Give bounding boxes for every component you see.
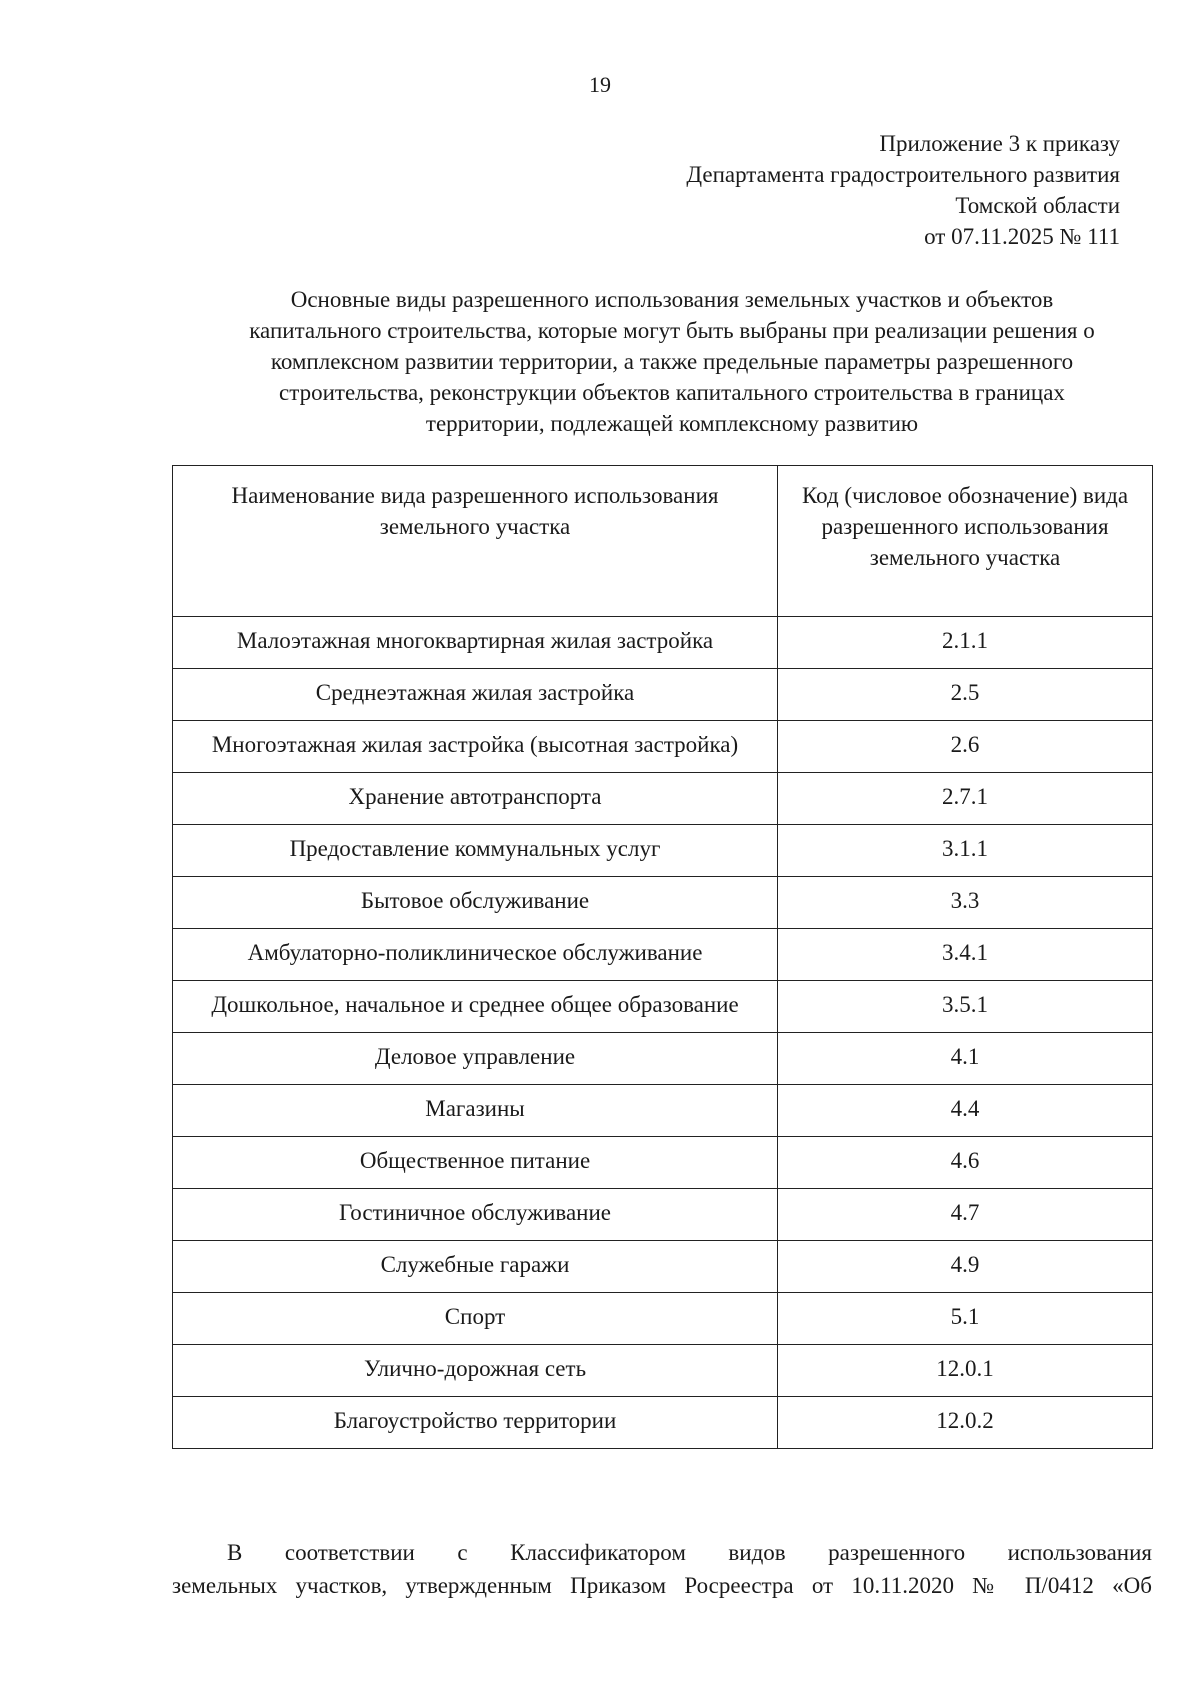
land-use-name-cell: Деловое управление <box>173 1033 778 1085</box>
land-use-table <box>172 465 1153 1449</box>
land-use-code-cell: 5.1 <box>778 1293 1153 1345</box>
land-use-name-cell: Предоставление коммунальных услуг <box>173 825 778 877</box>
land-use-code-cell: 4.1 <box>778 1033 1153 1085</box>
land-use-code-cell: 12.0.1 <box>778 1345 1153 1397</box>
appendix-line: Томской области <box>955 193 1120 218</box>
table-row <box>173 981 1153 1033</box>
land-use-code-cell: 12.0.2 <box>778 1397 1153 1449</box>
appendix-line: от 07.11.2025 № 111 <box>924 224 1120 249</box>
table-body <box>173 617 1153 1449</box>
land-use-name-cell: Хранение автотранспорта <box>173 773 778 825</box>
land-use-code-cell: 2.7.1 <box>778 773 1153 825</box>
land-use-name-cell: Малоэтажная многоквартирная жилая застройка <box>173 617 778 669</box>
table-row <box>173 773 1153 825</box>
land-use-code-cell: 3.5.1 <box>778 981 1153 1033</box>
land-use-name-cell: Спорт <box>173 1293 778 1345</box>
title-line: капитального строительства, которые могут быть выбраны при реализации решения о <box>249 318 1095 343</box>
header-name-column: Наименование вида разрешенного использования земельного участка <box>173 466 778 617</box>
footer-paragraph <box>172 1536 1152 1602</box>
land-use-code-cell: 4.4 <box>778 1085 1153 1137</box>
page-number: 19 <box>589 72 611 97</box>
land-use-name-cell: Гостиничное обслуживание <box>173 1189 778 1241</box>
land-use-name-cell: Среднеэтажная жилая застройка <box>173 669 778 721</box>
table-row <box>173 1137 1153 1189</box>
land-use-name-cell: Магазины <box>173 1085 778 1137</box>
appendix-reference <box>500 128 1120 252</box>
footer-line: В соответствии с Классификатором видов разрешенного использования <box>227 1540 1152 1565</box>
table-row <box>173 825 1153 877</box>
table-row <box>173 1397 1153 1449</box>
table-header-row <box>173 466 1153 617</box>
land-use-code-cell: 2.5 <box>778 669 1153 721</box>
land-use-code-cell: 3.4.1 <box>778 929 1153 981</box>
table-row <box>173 1085 1153 1137</box>
appendix-line: Приложение 3 к приказу <box>879 131 1120 156</box>
title-line: Основные виды разрешенного использования земельных участков и объектов <box>290 287 1054 312</box>
footer-line: земельных участков, утвержденным Приказом Росреестра от 10.11.2020 № П/0412 «Об <box>172 1573 1152 1598</box>
land-use-name-cell: Многоэтажная жилая застройка (высотная застройка) <box>173 721 778 773</box>
table-row <box>173 1293 1153 1345</box>
land-use-name-cell: Служебные гаражи <box>173 1241 778 1293</box>
land-use-code-cell: 4.6 <box>778 1137 1153 1189</box>
land-use-code-cell: 3.1.1 <box>778 825 1153 877</box>
land-use-code-cell: 4.9 <box>778 1241 1153 1293</box>
land-use-name-cell: Благоустройство территории <box>173 1397 778 1449</box>
table-row <box>173 1345 1153 1397</box>
land-use-name-cell: Дошкольное, начальное и среднее общее образование <box>173 981 778 1033</box>
document-title <box>172 284 1172 439</box>
table-row <box>173 1189 1153 1241</box>
title-line: территории, подлежащей комплексному развитию <box>425 411 919 436</box>
table-row <box>173 877 1153 929</box>
land-use-code-cell: 2.1.1 <box>778 617 1153 669</box>
table-row <box>173 1241 1153 1293</box>
title-line: комплексном развитии территории, а также предельные параметры разрешенного <box>270 349 1074 374</box>
land-use-name-cell: Бытовое обслуживание <box>173 877 778 929</box>
header-code-column: Код (числовое обозначение) вида разрешенного использования земельного участка <box>778 466 1153 617</box>
table-row <box>173 617 1153 669</box>
land-use-name-cell: Амбулаторно-поликлиническое обслуживание <box>173 929 778 981</box>
table-row <box>173 1033 1153 1085</box>
table-row <box>173 669 1153 721</box>
land-use-code-cell: 3.3 <box>778 877 1153 929</box>
land-use-name-cell: Улично-дорожная сеть <box>173 1345 778 1397</box>
appendix-line: Департамента градостроительного развития <box>686 162 1120 187</box>
land-use-code-cell: 4.7 <box>778 1189 1153 1241</box>
land-use-code-cell: 2.6 <box>778 721 1153 773</box>
title-line: строительства, реконструкции объектов капитального строительства в границах <box>279 380 1065 405</box>
table-row <box>173 721 1153 773</box>
land-use-name-cell: Общественное питание <box>173 1137 778 1189</box>
table-row <box>173 929 1153 981</box>
